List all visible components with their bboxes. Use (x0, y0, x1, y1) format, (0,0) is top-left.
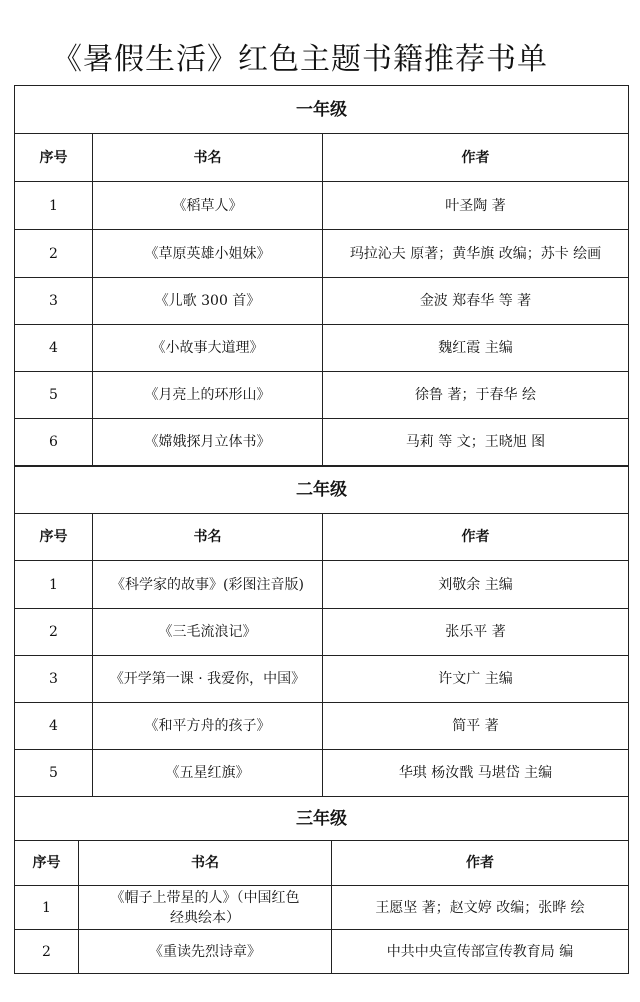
row-author: 中共中央宣传部宣传教育局 编 (332, 930, 629, 974)
table-row (15, 278, 629, 325)
row-no: 4 (15, 703, 93, 750)
row-no: 2 (15, 230, 93, 278)
row-author: 徐鲁 著；于春华 绘 (323, 372, 629, 419)
table-row (15, 703, 629, 750)
grade1-table (14, 85, 629, 466)
grade3-table (14, 796, 629, 974)
row-book: 《开学第一课 · 我爱你，中国》 (93, 656, 323, 703)
row-author: 华琪 杨汝戬 马堪岱 主编 (323, 750, 629, 797)
row-book: 《和平方舟的孩子》 (93, 703, 323, 750)
row-no: 5 (15, 372, 93, 419)
row-book: 《小故事大道理》 (93, 325, 323, 372)
row-no: 3 (15, 278, 93, 325)
table-row (15, 419, 629, 466)
grade3-heading: 三年级 (15, 797, 629, 841)
header-name: 书名 (93, 134, 323, 182)
grade2-table (14, 466, 629, 797)
header-name: 书名 (79, 841, 332, 886)
row-book: 《三毛流浪记》 (93, 609, 323, 656)
row-no: 4 (15, 325, 93, 372)
row-author: 玛拉沁夫 原著；黄华旗 改编；苏卡 绘画 (323, 230, 629, 278)
row-author: 刘敬余 主编 (323, 561, 629, 609)
page-title: 《暑假生活》红色主题书籍推荐书单 (52, 42, 548, 77)
table-row (15, 609, 629, 656)
grade1-heading: 一年级 (15, 86, 629, 134)
row-no: 2 (15, 930, 79, 974)
row-book: 《儿歌 300 首》 (93, 278, 323, 325)
header-author: 作者 (323, 134, 629, 182)
row-book: 《草原英雄小姐妹》 (93, 230, 323, 278)
row-book: 《嫦娥探月立体书》 (93, 419, 323, 466)
row-author: 王愿坚 著；赵文婷 改编；张晔 绘 (332, 886, 629, 930)
header-author: 作者 (332, 841, 629, 886)
row-no: 2 (15, 609, 93, 656)
header-name: 书名 (93, 514, 323, 561)
row-author: 许文广 主编 (323, 656, 629, 703)
row-author: 马莉 等 文；王晓旭 图 (323, 419, 629, 466)
row-no: 6 (15, 419, 93, 466)
header-author: 作者 (323, 514, 629, 561)
row-author: 张乐平 著 (323, 609, 629, 656)
row-no: 1 (15, 886, 79, 930)
row-book: 《重读先烈诗章》 (79, 930, 332, 974)
table-row (15, 750, 629, 797)
table-row (15, 561, 629, 609)
row-book: 《科学家的故事》(彩图注音版) (93, 561, 323, 609)
row-book: 《帽子上带星的人》（中国红色经典绘本） (79, 886, 332, 930)
row-no: 1 (15, 182, 93, 230)
row-no: 3 (15, 656, 93, 703)
row-author: 魏红霞 主编 (323, 325, 629, 372)
row-no: 1 (15, 561, 93, 609)
table-row (15, 886, 629, 930)
row-no: 5 (15, 750, 93, 797)
table-row (15, 182, 629, 230)
table-row (15, 325, 629, 372)
table-row (15, 230, 629, 278)
table-row (15, 656, 629, 703)
header-no: 序号 (15, 514, 93, 561)
table-row (15, 930, 629, 974)
header-no: 序号 (15, 841, 79, 886)
table-row (15, 372, 629, 419)
row-book: 《稻草人》 (93, 182, 323, 230)
grade2-heading: 二年级 (15, 467, 629, 514)
row-author: 简平 著 (323, 703, 629, 750)
row-book: 《月亮上的环形山》 (93, 372, 323, 419)
row-book: 《五星红旗》 (93, 750, 323, 797)
row-author: 金波 郑春华 等 著 (323, 278, 629, 325)
header-no: 序号 (15, 134, 93, 182)
row-author: 叶圣陶 著 (323, 182, 629, 230)
